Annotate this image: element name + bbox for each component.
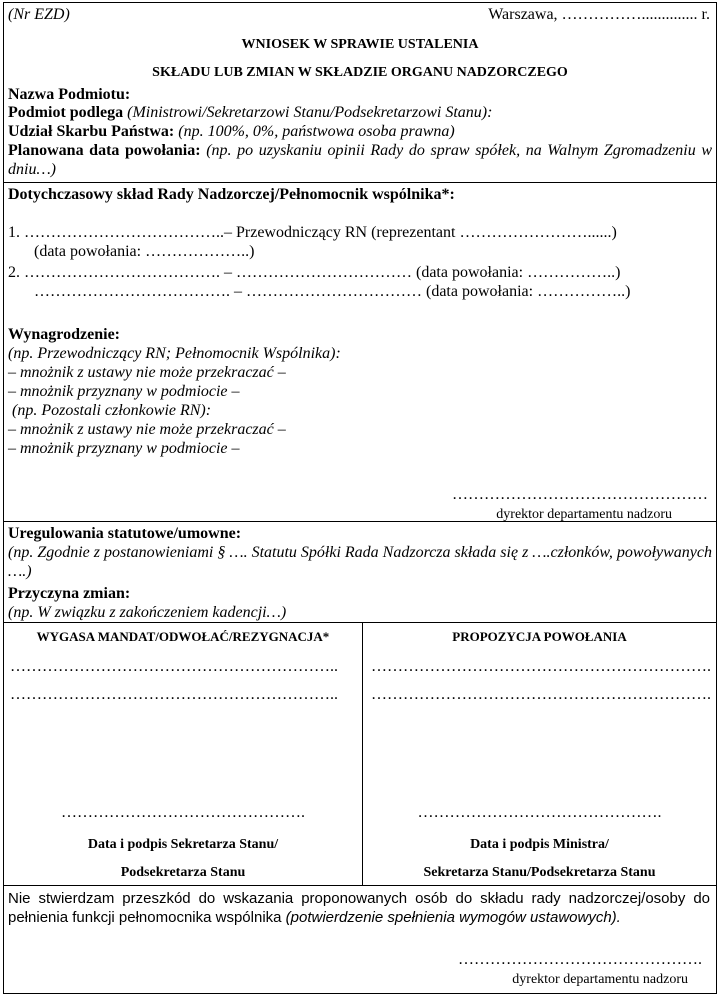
director-signature-label: dyrektor departamentu nadzoru	[496, 507, 672, 522]
expiring-dots: ……………………………………………………..	[10, 658, 338, 675]
section-signatures	[4, 623, 716, 886]
confirmation-signature-dots: ……………………………………….	[458, 951, 702, 968]
board-item-2b: ………………………………. – …………………………… (data powołania: ……………..)	[34, 283, 631, 300]
remuneration-line: – mnożnik przyznany w podmiocie –	[8, 440, 240, 457]
subordinate-hint: (Ministrowi/Sekretarzowi Stanu/Podsekretarzowi Stanu):	[127, 104, 493, 121]
treasury-row	[8, 122, 455, 141]
remuneration-line: – mnożnik z ustawy nie może przekraczać –	[8, 364, 286, 381]
remuneration-line: (np. Przewodniczący RN; Pełnomocnik Wspólnika):	[8, 345, 341, 362]
reason-hint: (np. W związku z zakończeniem kadencji…)	[8, 604, 287, 621]
current-board-heading: Dotychczasowy skład Rady Nadzorczej/Pełnomocnik wspólnika*:	[8, 186, 455, 203]
proposal-dots: ……………………………………………………….	[371, 686, 711, 703]
form-title-line1: WNIOSEK W SPRAWIE USTALENIA	[241, 37, 479, 52]
expiring-mandate-heading: WYGASA MANDAT/ODWOŁAĆ/REZYGNACJA*	[36, 629, 330, 644]
board-item-1-date: (data powołania: ………………..)	[34, 243, 255, 260]
entity-name-label: Nazwa Podmiotu:	[8, 86, 131, 103]
appointment-proposal-heading: PROPOZYCJA POWOŁANIA	[452, 629, 627, 644]
minister-signature-line1: Data i podpis Ministra/	[470, 837, 609, 852]
confirmation-hint: (potwierdzenie spełnienia wymogów ustawowych).	[285, 909, 621, 926]
application-form	[3, 2, 717, 994]
subordinate-row	[8, 103, 492, 122]
statutory-label: Uregulowania statutowe/umowne:	[8, 525, 242, 542]
secretary-signature-line1: Data i podpis Sekretarza Stanu/	[87, 837, 279, 852]
treasury-label: Udział Skarbu Państwa:	[8, 123, 175, 140]
minister-signature-line2: Sekretarza Stanu/Podsekretarza Stanu	[423, 865, 656, 880]
section-confirmation	[4, 886, 716, 993]
minister-signature-dots: ……………………………………….	[417, 804, 662, 821]
remuneration-line: – mnożnik przyznany w podmiocie –	[8, 383, 240, 400]
secretary-signature-line2: Podsekretarza Stanu	[120, 865, 246, 880]
confirmation-signature-label: dyrektor departamentu nadzoru	[512, 972, 688, 987]
place-date: Warszawa, …………….............. r.	[488, 6, 710, 23]
director-signature-dots: …………………………………………	[452, 486, 708, 503]
remuneration-label: Wynagrodzenie:	[8, 326, 120, 343]
proposal-dots: ……………………………………………………….	[371, 658, 711, 675]
remuneration-line: – mnożnik z ustawy nie może przekraczać –	[8, 421, 286, 438]
section-current-board	[4, 183, 716, 522]
section-entity	[4, 3, 716, 183]
section-statutory	[4, 522, 716, 623]
statutory-hint: (np. Zgodnie z postanowieniami § …. Statutu Spółki Rada Nadzorcza składa się z ….członków, powoływanych ….)	[8, 544, 712, 580]
board-item-2: 2. ………………………………. – …………………………… (data powołania: ……………..)	[8, 264, 621, 281]
remuneration-line: (np. Pozostali członkowie RN):	[8, 402, 212, 419]
reason-label: Przyczyna zmian:	[8, 585, 131, 602]
expiring-dots: ……………………………………………………..	[10, 686, 338, 703]
column-expiring-mandate	[4, 623, 363, 885]
board-item-1: 1. ………………………………..– Przewodniczący RN (reprezentant ……………………......)	[8, 224, 617, 241]
column-appointment-proposal	[363, 623, 716, 885]
ezd-number: (Nr EZD)	[8, 6, 70, 23]
subordinate-label: Podmiot podlega	[8, 104, 124, 121]
form-title-line2: SKŁADU LUB ZMIAN W SKŁADZIE ORGANU NADZORCZEGO	[152, 65, 568, 80]
planned-date-row	[8, 141, 712, 179]
confirmation-statement	[8, 889, 710, 927]
secretary-signature-dots: ……………………………………….	[61, 804, 305, 821]
planned-date-label: Planowana data powołania:	[8, 142, 201, 159]
planned-date-hint: (np. po uzyskaniu opinii Rady do spraw spółek, na Walnym Zgromadzeniu w dniu…)	[8, 142, 713, 178]
treasury-hint: (np. 100%, 0%, państwowa osoba prawna)	[178, 123, 455, 140]
confirmation-text: Nie stwierdzam przeszkód do wskazania proponowanych osób do składu rady nadzorczej/osoby do pełnienia funkcji pełnomocnika wspólnika	[8, 890, 710, 926]
